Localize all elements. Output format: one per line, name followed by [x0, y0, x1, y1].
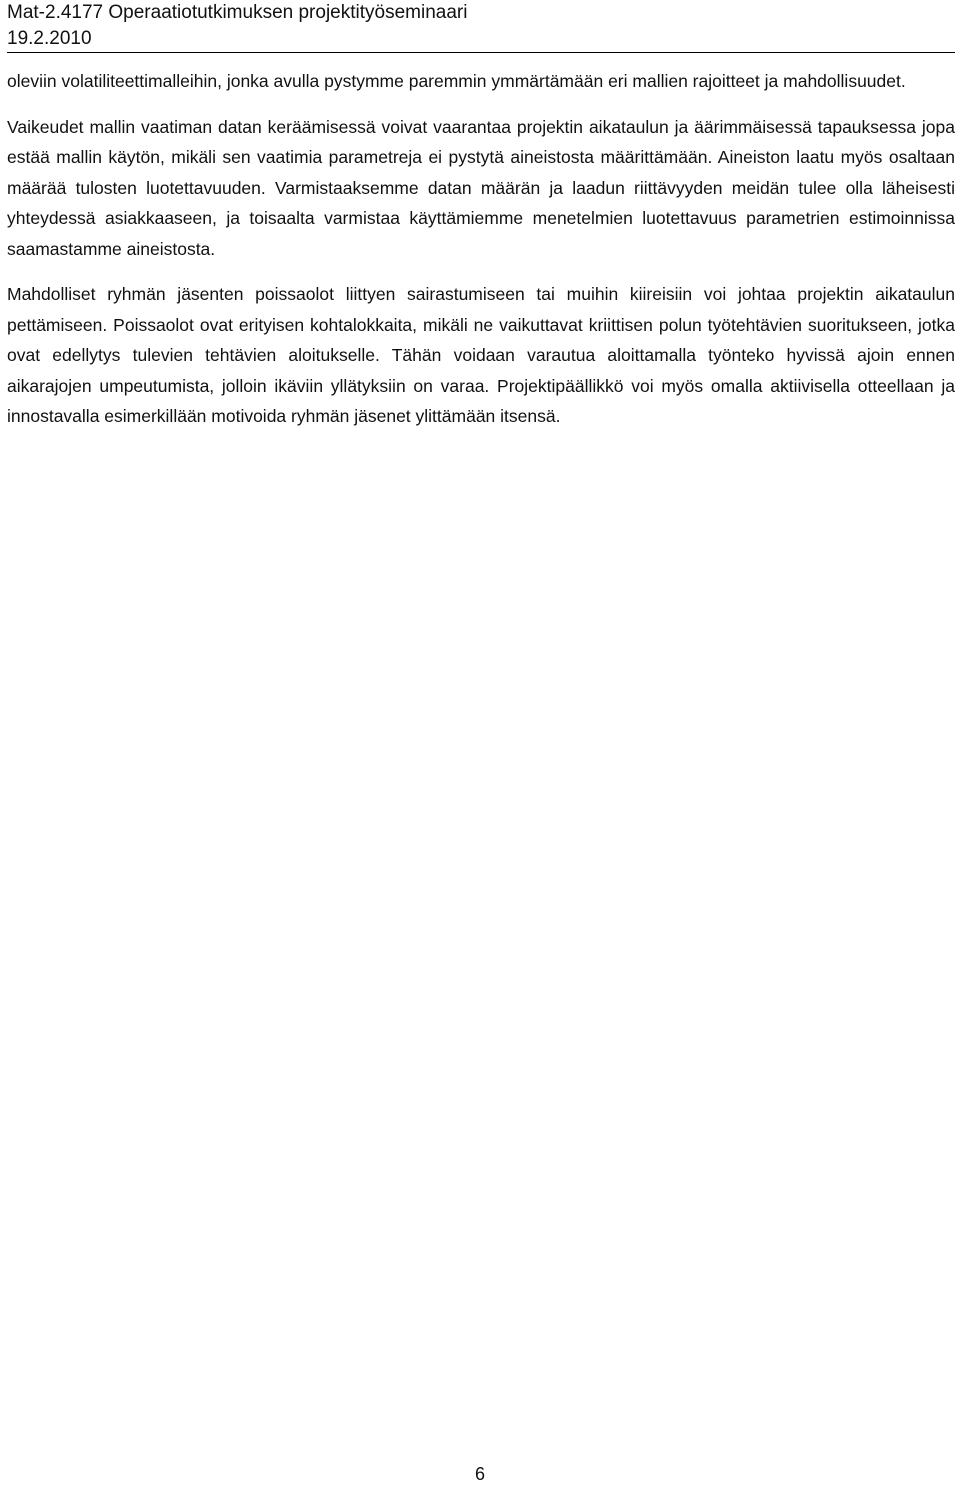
paragraph-1: oleviin volatiliteettimalleihin, jonka avulla pystymme paremmin ymmärtämään eri mallien rajoitteet ja mahdollisuudet.	[7, 71, 906, 91]
course-title: Mat-2.4177 Operaatiotutkimuksen projektityöseminaari	[7, 2, 468, 23]
paragraph-3: Mahdolliset ryhmän jäsenten poissaolot liittyen sairastumiseen tai muihin kiireisiin voi johtaa projektin aikataulun pettämiseen. Poissaolot ovat erityisen kohtalokkaita, mikäli ne vaikuttavat kriittisen polun työtehtävien suoritukseen, jotka ovat edellytys tulevien tehtävien aloitukselle. Tähän voidaan varautua aloittamalla työnteko hyvissä ajoin ennen aikarajojen umpeutumista, jolloin ikäviin yllätyksiin on varaa. Projektipäällikkö voi myös omalla aktiivisella otteellaan ja innostavalla esimerkillään motivoida ryhmän jäsenet ylittämään itsensä.	[7, 284, 955, 426]
page-header	[7, 0, 955, 53]
header-date: 19.2.2010	[7, 28, 92, 49]
page-number: 6	[474, 1464, 485, 1484]
paragraph-2: Vaikeudet mallin vaatiman datan keräämisessä voivat vaarantaa projektin aikataulun ja äärimmäisessä tapauksessa jopa estää mallin käytön, mikäli sen vaatimia parametreja ei pystytä aineistosta määrittämään. Aineiston laatu myös osaltaan määrää tulosten luotettavuuden. Varmistaaksemme datan määrän ja laadun riittävyyden meidän tulee olla läheisesti yhteydessä asiakkaaseen, ja toisaalta varmistaa käyttämiemme menetelmien luotettavuus parametrien estimoinnissa saamastamme aineistosta.	[7, 116, 955, 259]
document-body	[7, 66, 955, 447]
